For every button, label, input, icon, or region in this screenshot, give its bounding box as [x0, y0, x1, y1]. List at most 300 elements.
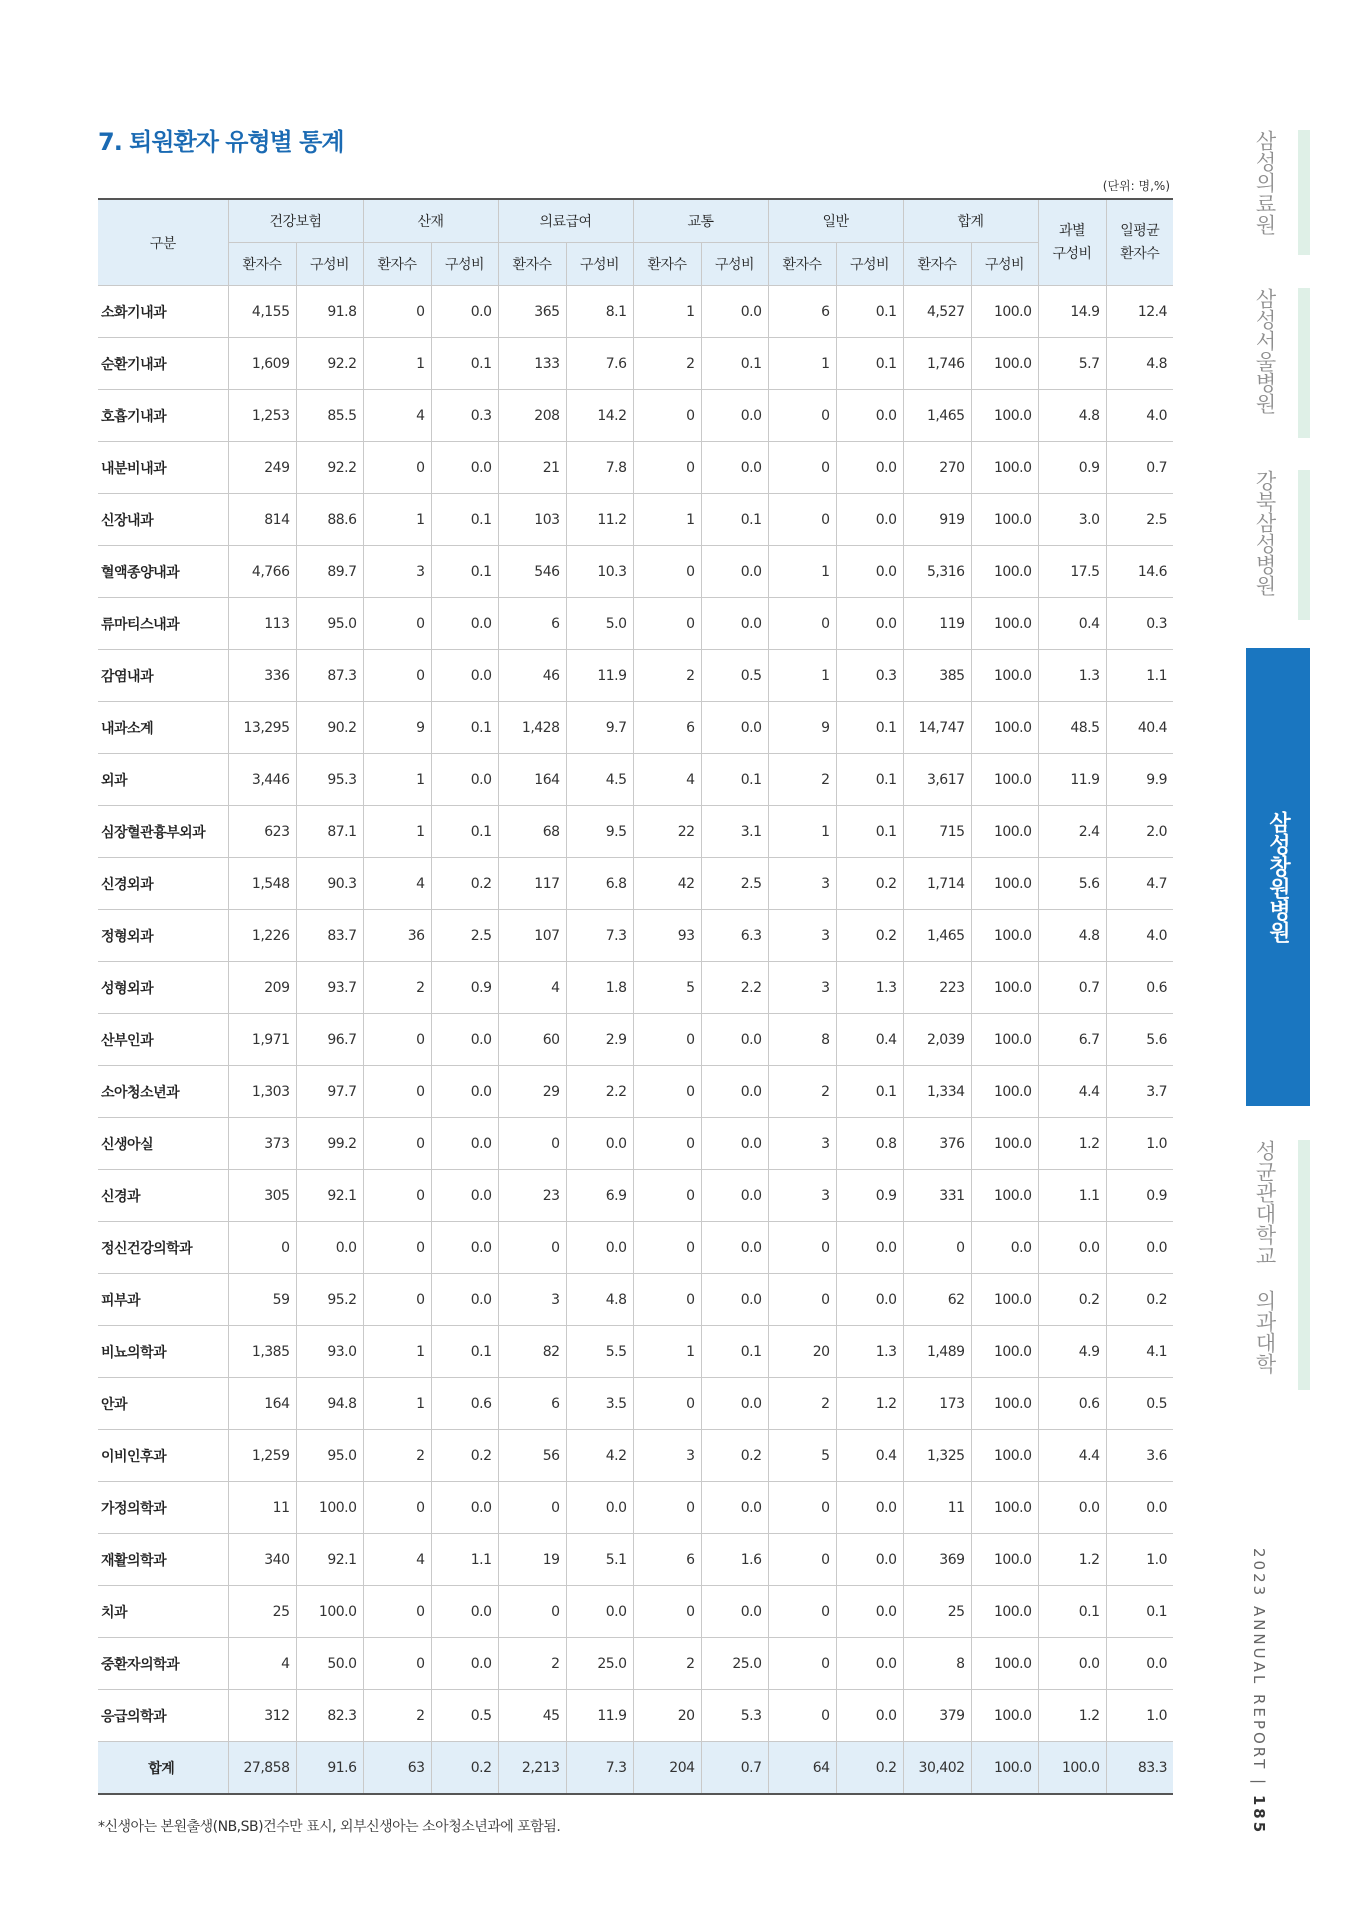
table-cell: 0.3 [431, 390, 498, 442]
table-cell: 0.5 [431, 1690, 498, 1742]
table-cell: 0.0 [701, 1378, 768, 1430]
table-cell: 100.0 [971, 442, 1038, 494]
table-cell: 0.1 [431, 546, 498, 598]
table-cell: 92.2 [296, 442, 363, 494]
table-cell: 0.0 [431, 442, 498, 494]
table-cell: 204 [633, 1742, 701, 1795]
unit-note: (단위: 명,%) [1102, 179, 1170, 193]
table-cell: 4 [228, 1638, 296, 1690]
table-cell: 9 [768, 702, 836, 754]
table-cell: 1,746 [903, 338, 971, 390]
table-cell: 11.2 [566, 494, 633, 546]
table-cell: 100.0 [971, 546, 1038, 598]
table-cell: 48.5 [1038, 702, 1106, 754]
table-cell: 1.3 [836, 1326, 903, 1378]
table-cell: 164 [228, 1378, 296, 1430]
side-nav-item[interactable]: 삼성서울병원 [1253, 288, 1277, 414]
table-cell: 331 [903, 1170, 971, 1222]
table-cell: 13,295 [228, 702, 296, 754]
header-group: 일반 [768, 199, 903, 243]
table-cell: 5 [633, 962, 701, 1014]
table-cell: 1.2 [1038, 1534, 1106, 1586]
table-cell: 0.5 [701, 650, 768, 702]
table-cell: 0 [498, 1586, 566, 1638]
row-label: 산부인과 [98, 1014, 228, 1066]
table-cell: 100.0 [971, 286, 1038, 338]
table-cell: 0 [768, 1638, 836, 1690]
table-row [98, 442, 1173, 494]
table-cell: 0.0 [836, 1690, 903, 1742]
table-cell: 4 [363, 858, 431, 910]
table-cell: 95.0 [296, 598, 363, 650]
table-cell: 14.6 [1106, 546, 1173, 598]
table-cell: 92.1 [296, 1170, 363, 1222]
table-cell: 0.1 [836, 286, 903, 338]
table-cell: 1 [363, 338, 431, 390]
header-group: 산재 [363, 199, 498, 243]
table-cell: 0.2 [836, 910, 903, 962]
table-cell: 0.0 [701, 702, 768, 754]
table-cell: 1 [768, 546, 836, 598]
table-cell: 14,747 [903, 702, 971, 754]
table-cell: 0 [363, 286, 431, 338]
table-row [98, 598, 1173, 650]
table-cell: 0.4 [836, 1430, 903, 1482]
table-cell: 373 [228, 1118, 296, 1170]
table-cell: 2.2 [566, 1066, 633, 1118]
table-cell: 1,385 [228, 1326, 296, 1378]
table-cell: 0.4 [836, 1014, 903, 1066]
table-cell: 0.0 [1106, 1638, 1173, 1690]
table-cell: 4.4 [1038, 1066, 1106, 1118]
table-cell: 0.1 [1106, 1586, 1173, 1638]
table-row [98, 1170, 1173, 1222]
table-cell: 100.0 [971, 1482, 1038, 1534]
table-cell: 0.0 [1038, 1638, 1106, 1690]
row-label: 신경외과 [98, 858, 228, 910]
table-cell: 14.2 [566, 390, 633, 442]
table-cell: 25 [903, 1586, 971, 1638]
table-cell: 83.3 [1106, 1742, 1173, 1795]
side-accent-bar [1298, 130, 1310, 255]
table-cell: 5.5 [566, 1326, 633, 1378]
table-cell: 4.8 [1038, 390, 1106, 442]
row-label: 내분비내과 [98, 442, 228, 494]
table-cell: 0.2 [836, 858, 903, 910]
table-cell: 4.8 [566, 1274, 633, 1326]
table-cell: 1,714 [903, 858, 971, 910]
table-cell: 0.5 [1106, 1378, 1173, 1430]
table-cell: 0.1 [431, 1326, 498, 1378]
subheader-patients: 환자수 [363, 243, 431, 286]
table-cell: 3 [768, 910, 836, 962]
table-cell: 0 [363, 1170, 431, 1222]
side-nav-item-active[interactable]: 삼성창원병원 [1246, 648, 1310, 1106]
table-cell: 1.3 [836, 962, 903, 1014]
table-cell: 1.0 [1106, 1118, 1173, 1170]
table-cell: 6 [498, 598, 566, 650]
table-cell: 0.1 [701, 494, 768, 546]
table-cell: 27,858 [228, 1742, 296, 1795]
table-cell: 2 [768, 754, 836, 806]
table-cell: 0.1 [431, 338, 498, 390]
annual-report-label [1238, 1548, 1268, 1836]
table-cell: 0.0 [836, 442, 903, 494]
table-cell: 0 [768, 442, 836, 494]
table-row [98, 1326, 1173, 1378]
table-cell: 1,325 [903, 1430, 971, 1482]
table-cell: 100.0 [971, 962, 1038, 1014]
table-cell: 4.9 [1038, 1326, 1106, 1378]
table-cell: 0.0 [431, 1638, 498, 1690]
table-cell: 2 [498, 1638, 566, 1690]
table-cell: 0.0 [701, 286, 768, 338]
table-cell: 7.3 [566, 1742, 633, 1795]
table-cell: 0.1 [701, 1326, 768, 1378]
table-cell: 119 [903, 598, 971, 650]
table-cell: 0 [633, 598, 701, 650]
table-cell: 4.4 [1038, 1430, 1106, 1482]
table-cell: 3 [498, 1274, 566, 1326]
subheader-patients: 환자수 [768, 243, 836, 286]
table-cell: 0 [363, 598, 431, 650]
row-label: 중환자의학과 [98, 1638, 228, 1690]
table-cell: 96.7 [296, 1014, 363, 1066]
table-cell: 0.0 [701, 1066, 768, 1118]
table-cell: 100.0 [971, 1378, 1038, 1430]
table-cell: 379 [903, 1690, 971, 1742]
table-cell: 11 [903, 1482, 971, 1534]
table-cell: 90.2 [296, 702, 363, 754]
table-cell: 9 [363, 702, 431, 754]
table-cell: 100.0 [971, 1690, 1038, 1742]
table-cell: 1.1 [1106, 650, 1173, 702]
table-cell: 1,548 [228, 858, 296, 910]
table-cell: 0.0 [431, 1222, 498, 1274]
table-cell: 223 [903, 962, 971, 1014]
table-cell: 100.0 [971, 1638, 1038, 1690]
table-cell: 100.0 [971, 598, 1038, 650]
table-cell: 1,465 [903, 910, 971, 962]
table-row [98, 1638, 1173, 1690]
table-cell: 0.0 [701, 1274, 768, 1326]
side-accent-bar [1298, 288, 1310, 438]
table-cell: 6.8 [566, 858, 633, 910]
table-cell: 0.9 [431, 962, 498, 1014]
table-cell: 4,527 [903, 286, 971, 338]
table-cell: 100.0 [971, 858, 1038, 910]
table-cell: 270 [903, 442, 971, 494]
subheader-patients: 환자수 [903, 243, 971, 286]
table-cell: 23 [498, 1170, 566, 1222]
side-nav-item[interactable]: 강북삼성병원 [1253, 470, 1277, 596]
table-cell: 20 [768, 1326, 836, 1378]
table-cell: 0.0 [431, 1118, 498, 1170]
table-cell: 6 [768, 286, 836, 338]
table-cell: 100.0 [971, 494, 1038, 546]
table-cell: 209 [228, 962, 296, 1014]
table-cell: 19 [498, 1534, 566, 1586]
table-cell: 0 [768, 1222, 836, 1274]
table-cell: 4 [363, 390, 431, 442]
table-cell: 3 [363, 546, 431, 598]
table-cell: 1 [633, 1326, 701, 1378]
table-cell: 2.5 [431, 910, 498, 962]
table-cell: 2,039 [903, 1014, 971, 1066]
table-cell: 25.0 [566, 1638, 633, 1690]
table-cell: 0.2 [1106, 1274, 1173, 1326]
header-group: 의료급여 [498, 199, 633, 243]
table-cell: 0.3 [1106, 598, 1173, 650]
table-cell: 2 [363, 1430, 431, 1482]
table-cell: 82 [498, 1326, 566, 1378]
table-cell: 2,213 [498, 1742, 566, 1795]
table-cell: 3,446 [228, 754, 296, 806]
table-cell: 623 [228, 806, 296, 858]
table-cell: 4.0 [1106, 910, 1173, 962]
table-cell: 0 [633, 390, 701, 442]
table-cell: 0.0 [836, 390, 903, 442]
table-row [98, 806, 1173, 858]
table-cell: 0.0 [836, 1222, 903, 1274]
table-cell: 5 [768, 1430, 836, 1482]
total-row [98, 1742, 1173, 1795]
table-cell: 0 [633, 1066, 701, 1118]
table-cell: 20 [633, 1690, 701, 1742]
row-label: 피부과 [98, 1274, 228, 1326]
table-cell: 0.0 [1038, 1482, 1106, 1534]
table-cell: 5.6 [1106, 1014, 1173, 1066]
row-label: 류마티스내과 [98, 598, 228, 650]
table-cell: 0.1 [431, 702, 498, 754]
table-cell: 3,617 [903, 754, 971, 806]
table-cell: 0.1 [836, 754, 903, 806]
table-cell: 385 [903, 650, 971, 702]
table-cell: 1,334 [903, 1066, 971, 1118]
table-cell: 107 [498, 910, 566, 962]
table-cell: 0.1 [836, 338, 903, 390]
table-cell: 0 [633, 1586, 701, 1638]
table-cell: 0.2 [431, 858, 498, 910]
table-cell: 0.0 [701, 1482, 768, 1534]
table-cell: 0 [363, 1482, 431, 1534]
table-cell: 0 [363, 1118, 431, 1170]
table-cell: 0.0 [431, 1066, 498, 1118]
table-cell: 63 [363, 1742, 431, 1795]
table-row [98, 1430, 1173, 1482]
table-cell: 100.0 [971, 1586, 1038, 1638]
table-cell: 100.0 [971, 702, 1038, 754]
table-cell: 1 [363, 1326, 431, 1378]
table-cell: 1,303 [228, 1066, 296, 1118]
table-cell: 6 [633, 702, 701, 754]
table-cell: 11.9 [566, 650, 633, 702]
table-cell: 89.7 [296, 546, 363, 598]
table-cell: 100.0 [971, 338, 1038, 390]
report-text: 2023 ANNUAL REPORT | [1250, 1548, 1268, 1795]
table-cell: 0.1 [431, 494, 498, 546]
table-cell: 0.0 [836, 1274, 903, 1326]
table-cell: 312 [228, 1690, 296, 1742]
row-label: 외과 [98, 754, 228, 806]
table-cell: 2 [363, 962, 431, 1014]
subheader-ratio: 구성비 [296, 243, 363, 286]
table-cell: 0.7 [701, 1742, 768, 1795]
table-cell: 117 [498, 858, 566, 910]
table-cell: 0.2 [701, 1430, 768, 1482]
table-cell: 3 [768, 1118, 836, 1170]
table-cell: 0.7 [1106, 442, 1173, 494]
table-cell: 0.0 [431, 650, 498, 702]
table-cell: 1.0 [1106, 1534, 1173, 1586]
table-cell: 2 [768, 1378, 836, 1430]
table-cell: 8 [903, 1638, 971, 1690]
page-title: 7. 퇴원환자 유형별 통계 [98, 128, 344, 156]
table-cell: 5,316 [903, 546, 971, 598]
table-cell: 4 [363, 1534, 431, 1586]
table-cell: 82.3 [296, 1690, 363, 1742]
table-cell: 0.0 [836, 494, 903, 546]
table-cell: 50.0 [296, 1638, 363, 1690]
table-cell: 100.0 [1038, 1742, 1106, 1795]
table-row [98, 910, 1173, 962]
table-cell: 9.9 [1106, 754, 1173, 806]
table-cell: 0.0 [431, 286, 498, 338]
table-cell: 3 [768, 1170, 836, 1222]
footnote: *신생아는 본원출생(NB,SB)건수만 표시, 외부신생아는 소아청소년과에 포함됨. [98, 1819, 561, 1835]
table-cell: 0.1 [701, 338, 768, 390]
table-cell: 0.0 [701, 390, 768, 442]
table-row [98, 546, 1173, 598]
table-cell: 11 [228, 1482, 296, 1534]
table-cell: 0.0 [1106, 1482, 1173, 1534]
table-cell: 0.0 [566, 1482, 633, 1534]
subheader-patients: 환자수 [498, 243, 566, 286]
table-cell: 0 [363, 1014, 431, 1066]
table-cell: 0.1 [701, 754, 768, 806]
table-body [98, 286, 1173, 1795]
header-category: 구분 [98, 199, 228, 286]
table-cell: 1,971 [228, 1014, 296, 1066]
table-cell: 3 [768, 962, 836, 1014]
table-cell: 100.0 [971, 1118, 1038, 1170]
table-row [98, 1690, 1173, 1742]
table-cell: 88.6 [296, 494, 363, 546]
table-cell: 3 [633, 1430, 701, 1482]
table-cell: 9.5 [566, 806, 633, 858]
table-cell: 0 [768, 1586, 836, 1638]
table-row [98, 390, 1173, 442]
table-cell: 0.0 [701, 1014, 768, 1066]
row-label: 정신건강의학과 [98, 1222, 228, 1274]
table-cell: 100.0 [971, 1274, 1038, 1326]
table-cell: 1 [633, 494, 701, 546]
table-cell: 1.3 [1038, 650, 1106, 702]
side-nav-item[interactable]: 성균관대학교 의과대학 [1253, 1140, 1277, 1374]
table-cell: 4.1 [1106, 1326, 1173, 1378]
table-cell: 0.4 [1038, 598, 1106, 650]
table-cell: 5.0 [566, 598, 633, 650]
table-cell: 2 [633, 1638, 701, 1690]
table-cell: 0 [363, 1274, 431, 1326]
table-cell: 83.7 [296, 910, 363, 962]
table-cell: 100.0 [971, 1430, 1038, 1482]
row-label: 신장내과 [98, 494, 228, 546]
table-cell: 91.8 [296, 286, 363, 338]
discharge-stats-table [98, 198, 1173, 1795]
table-cell: 100.0 [971, 1742, 1038, 1795]
table-cell: 0.1 [836, 1066, 903, 1118]
table-cell: 2.5 [701, 858, 768, 910]
table-cell: 30,402 [903, 1742, 971, 1795]
table-cell: 36 [363, 910, 431, 962]
table-cell: 0.0 [701, 1222, 768, 1274]
table-row [98, 494, 1173, 546]
subheader-patients: 환자수 [228, 243, 296, 286]
table-cell: 2.4 [1038, 806, 1106, 858]
table-cell: 0.0 [836, 1482, 903, 1534]
table-cell: 100.0 [971, 1014, 1038, 1066]
table-cell: 100.0 [971, 1534, 1038, 1586]
header-daily-avg: 일평균 환자수 [1106, 199, 1173, 286]
row-label: 재활의학과 [98, 1534, 228, 1586]
table-cell: 546 [498, 546, 566, 598]
table-cell: 1 [768, 650, 836, 702]
table-cell: 45 [498, 1690, 566, 1742]
table-cell: 4.8 [1038, 910, 1106, 962]
table-cell: 1.6 [701, 1534, 768, 1586]
table-cell: 11.9 [1038, 754, 1106, 806]
table-cell: 0.1 [431, 806, 498, 858]
table-cell: 14.9 [1038, 286, 1106, 338]
row-label: 비뇨의학과 [98, 1326, 228, 1378]
table-cell: 0.6 [1038, 1378, 1106, 1430]
table-cell: 1,226 [228, 910, 296, 962]
row-label: 정형외과 [98, 910, 228, 962]
table-cell: 1.2 [836, 1378, 903, 1430]
table-cell: 2 [768, 1066, 836, 1118]
table-cell: 100.0 [971, 1326, 1038, 1378]
table-cell: 59 [228, 1274, 296, 1326]
table-cell: 1 [363, 806, 431, 858]
table-cell: 0 [363, 1066, 431, 1118]
table-cell: 0.0 [566, 1586, 633, 1638]
table-cell: 46 [498, 650, 566, 702]
table-cell: 4.7 [1106, 858, 1173, 910]
table-cell: 92.2 [296, 338, 363, 390]
table-cell: 4.0 [1106, 390, 1173, 442]
table-cell: 22 [633, 806, 701, 858]
table-cell: 90.3 [296, 858, 363, 910]
table-cell: 95.0 [296, 1430, 363, 1482]
table-cell: 100.0 [971, 910, 1038, 962]
table-cell: 42 [633, 858, 701, 910]
table-cell: 0 [768, 1482, 836, 1534]
table-cell: 0 [633, 1014, 701, 1066]
side-nav-item[interactable]: 삼성의료원 [1253, 130, 1277, 235]
table-cell: 208 [498, 390, 566, 442]
table-row [98, 1586, 1173, 1638]
row-label: 이비인후과 [98, 1430, 228, 1482]
table-cell: 6 [633, 1534, 701, 1586]
table-cell: 0 [768, 1534, 836, 1586]
table-cell: 87.3 [296, 650, 363, 702]
subheader-ratio: 구성비 [431, 243, 498, 286]
table-cell: 0.6 [431, 1378, 498, 1430]
table-cell: 100.0 [971, 754, 1038, 806]
table-cell: 8 [768, 1014, 836, 1066]
table-cell: 40.4 [1106, 702, 1173, 754]
